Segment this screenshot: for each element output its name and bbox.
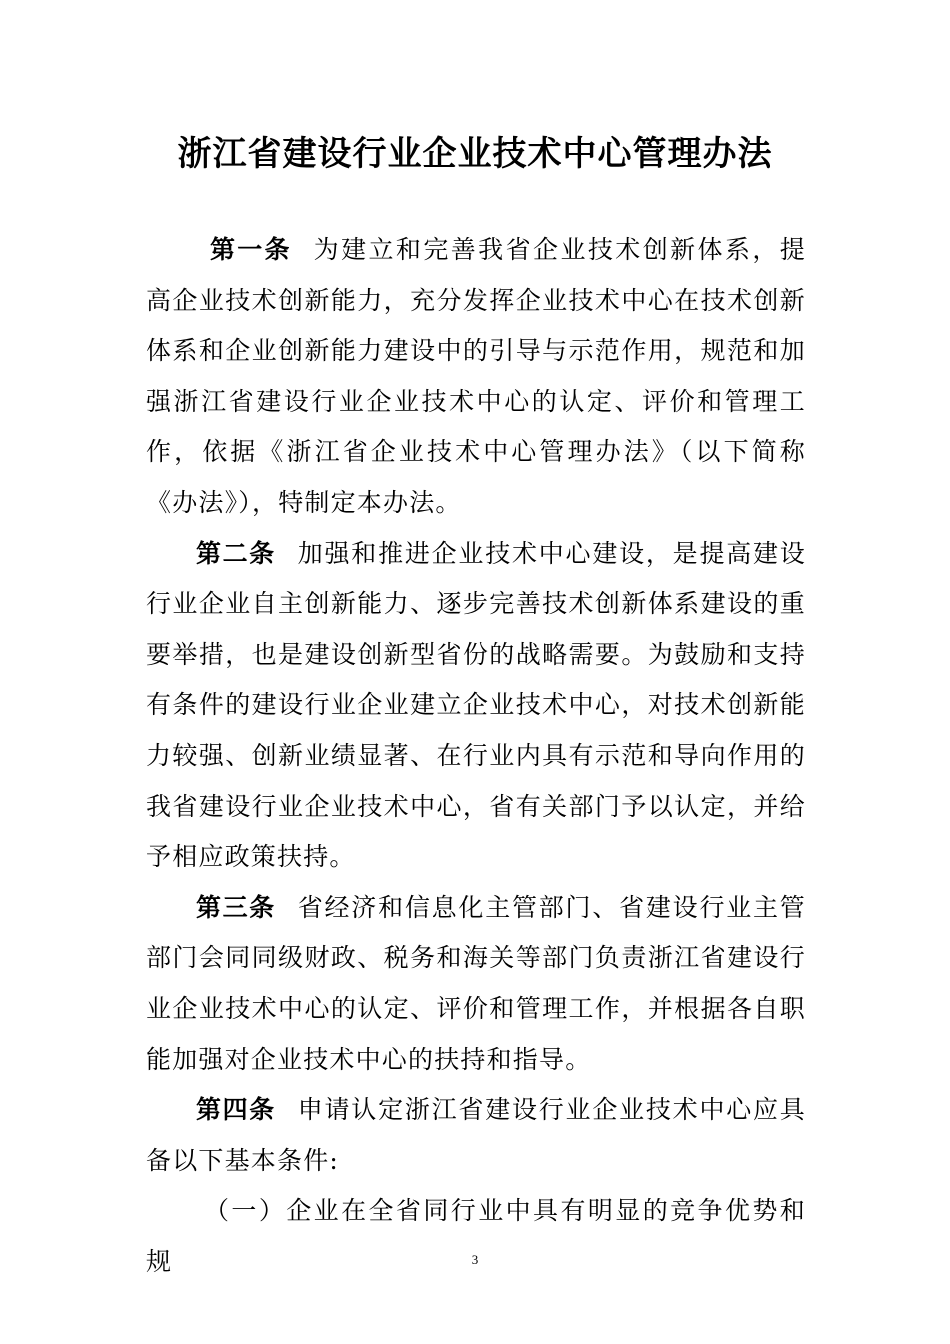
article-3-paragraph [146,883,806,1085]
document-body [146,225,806,1287]
article-4-paragraph [146,1085,806,1186]
article-2-heading: 第二条 [196,538,276,568]
article-2-paragraph [146,529,806,883]
article-4-text: 申请认定浙江省建设行业企业技术中心应具备以下基本条件: [146,1095,806,1175]
article-3-heading: 第三条 [196,892,276,922]
article-3-text: 省经济和信息化主管部门、省建设行业主管部门会同同级财政、税务和海关等部门负责浙江省建设行业企业技术中心的认定、评价和管理工作，并根据各自职能加强对企业技术中心的扶持和指导。 [146,892,806,1074]
page-number: 3 [471,1252,479,1267]
article-4-heading: 第四条 [196,1095,276,1125]
document-title: 浙江省建设行业企业技术中心管理办法 [177,134,773,174]
article-1-paragraph [146,225,806,529]
article-2-text: 加强和推进企业技术中心建设，是提高建设行业企业自主创新能力、逐步完善技术创新体系建设的重要举措，也是建设创新型省份的战略需要。为鼓励和支持有条件的建设行业企业建立企业技术中心，对技术创新能力较强、创新业绩显著、在行业内具有示范和导向作用的我省建设行业企业技术中心，省有关部门予以认定，并给予相应政策扶持。 [146,538,806,872]
article-1-heading: 第一条 [210,235,292,264]
article-1-text: 为建立和完善我省企业技术创新体系，提高企业技术创新能力，充分发挥企业技术中心在技术创新体系和企业创新能力建设中的引导与示范作用，规范和加强浙江省建设行业企业技术中心的认定、评价和管理工作，依据《浙江省企业技术中心管理办法》（以下简称《办法》），特制定本办法。 [146,235,806,517]
article-4-item-1: （一）企业在全省同行业中具有明显的竞争优势和规 [146,1196,806,1276]
